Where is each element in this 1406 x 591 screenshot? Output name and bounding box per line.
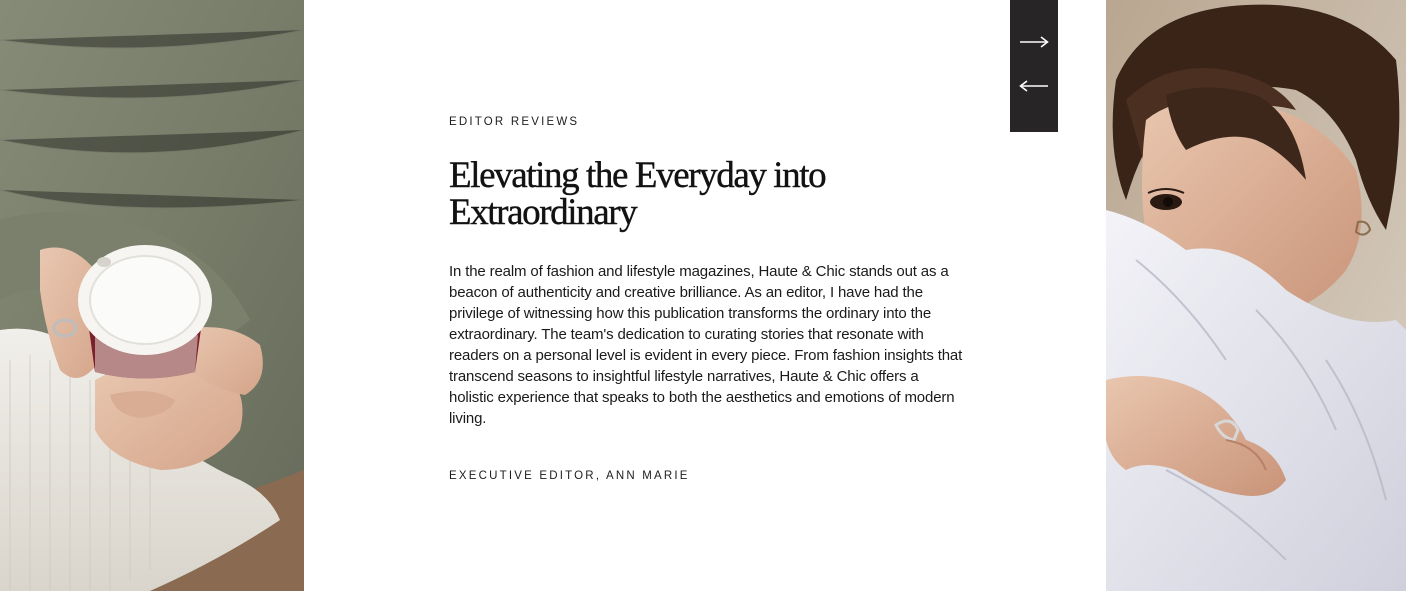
photo-woman-portrait — [1106, 0, 1406, 591]
slider-prev-button[interactable] — [1010, 64, 1058, 108]
section-eyebrow: EDITOR REVIEWS — [449, 116, 580, 128]
review-title: Elevating the Everyday into Extraordinary — [449, 155, 826, 233]
photo-coffee-cup-hands — [0, 0, 304, 591]
slider-next-button[interactable] — [1010, 20, 1058, 64]
review-byline: EXECUTIVE EDITOR, ANN MARIE — [449, 470, 690, 482]
arrow-right-icon — [1019, 36, 1049, 48]
arrow-left-icon — [1019, 80, 1049, 92]
review-body: In the realm of fashion and lifestyle magazines, Haute & Chic stands out as a beacon of authenticity and creative brilliance. As an editor, I have had the privilege of witnessing how this publication transforms the ordinary into the extraordinary. The team's dedication to curating stories that resonate with readers on a personal level is evident in every piece. From fashion insights that transcend seasons to insightful lifestyle narratives, Haute & Chic offers a holistic experience that speaks to both the aesthetics and emotions of modern living. — [449, 263, 963, 427]
review-content — [449, 113, 969, 485]
slider-nav — [1010, 0, 1058, 132]
